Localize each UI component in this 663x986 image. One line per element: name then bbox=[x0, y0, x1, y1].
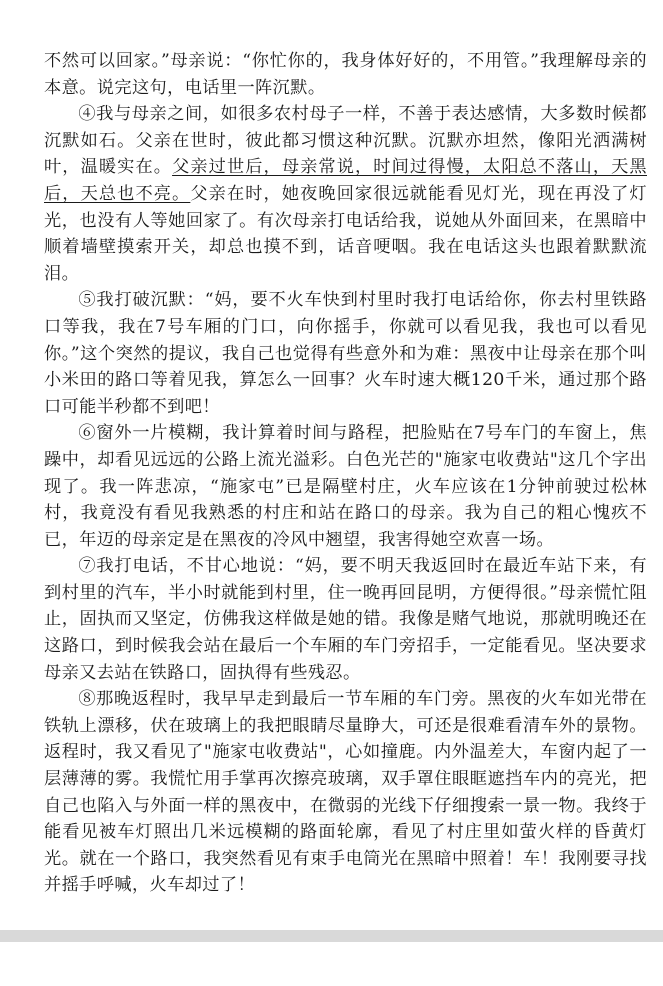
paragraph-p4 bbox=[44, 101, 647, 287]
paragraph-p-cont bbox=[44, 48, 647, 101]
page-bottom-divider bbox=[0, 930, 663, 942]
underlined-sentence: 父亲过世后，母亲常说，时间过得慢，太阳总不落山，天黑后，天总也不亮。 bbox=[44, 157, 647, 204]
paragraph-text: 不然可以回家。”母亲说：“你忙你的，我身体好好的，不用管。”我理解母亲的本意。说完这句，电话里一阵沉默。 bbox=[44, 51, 647, 98]
paragraph-p6 bbox=[44, 420, 647, 553]
paragraph-text: ④我与母亲之间，如很多农村母子一样，不善于表达感情，大多数时候都沉默如石。父亲在世时，彼此都习惯这种沉默。沉默亦坦然，像阳光洒满树叶，温暖实在。 bbox=[44, 104, 647, 178]
paragraph-p8 bbox=[44, 686, 647, 899]
paragraph-text: ⑥窗外一片模糊，我计算着时间与路程，把脸贴在7号车门的车窗上，焦躁中，却看见远远的公路上流光溢彩。白色光芒的"施家屯收费站"这几个字出现了。我一阵悲凉，“施家屯”已是隔壁村庄，火车应该在1分钟前驶过松林村，我竟没有看见我熟悉的村庄和站在路口的母亲。我为自己的粗心愧疚不已，年迈的母亲定是在黑夜的冷风中翘望，我害得她空欢喜一场。 bbox=[44, 423, 647, 550]
paragraph-text: ⑦我打电话，不甘心地说：“妈，要不明天我返回时在最近车站下来，有到村里的汽车，半小时就能到村里，住一晚再回昆明，方便得很。”母亲慌忙阻止，固执而又坚定，仿佛我这样做是她的错。我像是赌气地说，那就明晚还在这路口，到时候我会站在最后一个车厢的车门旁招手，一定能看见。坚决要求母亲又去站在铁路口，固执得有些残忍。 bbox=[44, 556, 647, 683]
paragraph-p7 bbox=[44, 553, 647, 686]
document-body bbox=[44, 48, 647, 899]
paragraph-text: 父亲在时，她夜晚回家很远就能看见灯光，现在再没了灯光，也没有人等她回家了。有次母亲打电话给我，说她从外面回来，在黑暗中顺着墙壁摸索开关，却总也摸不到，话音哽咽。我在电话这头也跟着默默流泪。 bbox=[44, 183, 647, 284]
page-margin-area bbox=[0, 942, 663, 986]
paragraph-text: ⑧那晚返程时，我早早走到最后一节车厢的车门旁。黑夜的火车如光带在铁轨上漂移，伏在玻璃上的我把眼睛尽量睁大，可还是很难看清车外的景物。返程时，我又看见了"施家屯收费站"，心如撞鹿。内外温差大，车窗内起了一层薄薄的雾。我慌忙用手掌再次擦亮玻璃，双手罩住眼眶遮挡车内的亮光，把自己也陷入与外面一样的黑夜中，在微弱的光线下仔细搜索一景一物。我终于能看见被车灯照出几米远模糊的路面轮廓，看见了村庄里如萤火样的昏黄灯光。就在一个路口，我突然看见有束手电筒光在黑暗中照着！车！我刚要寻找并摇手呼喊，火车却过了！ bbox=[44, 689, 647, 896]
paragraph-text: ⑤我打破沉默：“妈，要不火车快到村里时我打电话给你，你去村里铁路口等我，我在7号车厢的门口，向你摇手，你就可以看见我，我也可以看见你。”这个突然的提议，我自己也觉得有些意外和为难：黑夜中让母亲在那个叫小米田的路口等着见我，算怎么一回事？火车时速大概120千米，通过那个路口可能半秒都不到吧！ bbox=[44, 290, 647, 417]
paragraph-p5 bbox=[44, 287, 647, 420]
